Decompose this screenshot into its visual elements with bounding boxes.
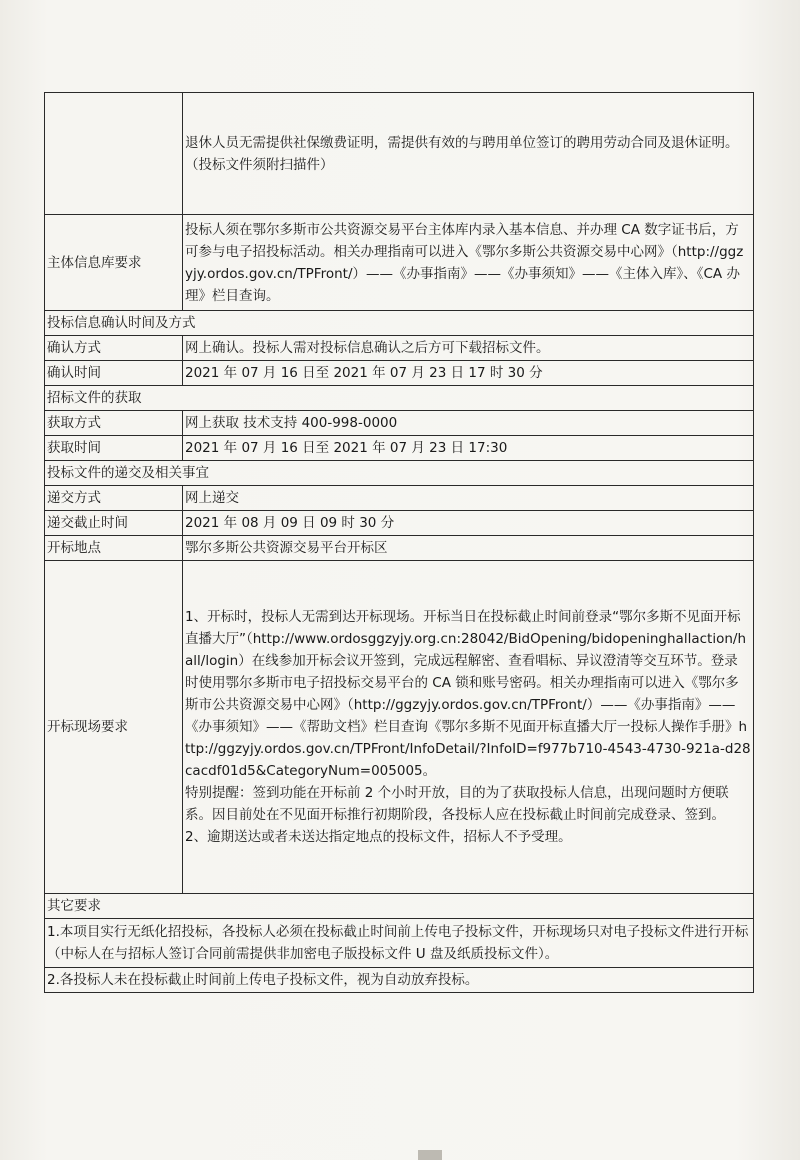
table-row — [45, 436, 754, 461]
section-confirm-heading: 投标信息确认时间及方式 — [45, 311, 754, 336]
obtain-method-value: 网上获取 技术支持 400-998-0000 — [183, 411, 754, 436]
opening-place-value: 鄂尔多斯公共资源交易平台开标区 — [183, 536, 754, 561]
table-row — [45, 968, 754, 993]
opening-site-label: 开标现场要求 — [45, 561, 183, 894]
submit-method-value: 网上递交 — [183, 486, 754, 511]
row-label-retired — [45, 93, 183, 215]
submit-deadline-value: 2021 年 08 月 09 日 09 时 30 分 — [183, 511, 754, 536]
table-row — [45, 336, 754, 361]
section-row — [45, 461, 754, 486]
scan-mark — [418, 1150, 442, 1160]
section-row — [45, 386, 754, 411]
table-row — [45, 93, 754, 215]
other-requirement-2: 2.各投标人未在投标截止时间前上传电子投标文件，视为自动放弃投标。 — [45, 968, 754, 993]
table-row — [45, 919, 754, 968]
table-row — [45, 561, 754, 894]
tender-info-table — [44, 92, 754, 993]
table-row — [45, 511, 754, 536]
obtain-time-value: 2021 年 07 月 16 日至 2021 年 07 月 23 日 17:30 — [183, 436, 754, 461]
submit-deadline-label: 递交截止时间 — [45, 511, 183, 536]
main-db-label: 主体信息库要求 — [45, 215, 183, 311]
table-row — [45, 536, 754, 561]
section-row — [45, 311, 754, 336]
confirm-method-value: 网上确认。投标人需对投标信息确认之后方可下载招标文件。 — [183, 336, 754, 361]
retired-requirement-text: 退休人员无需提供社保缴费证明，需提供有效的与聘用单位签订的聘用劳动合同及退休证明。（投标文件须附扫描件） — [183, 93, 754, 215]
section-obtain-heading: 招标文件的获取 — [45, 386, 754, 411]
confirm-method-label: 确认方式 — [45, 336, 183, 361]
obtain-method-label: 获取方式 — [45, 411, 183, 436]
section-submit-heading: 投标文件的递交及相关事宜 — [45, 461, 754, 486]
opening-place-label: 开标地点 — [45, 536, 183, 561]
opening-site-para-1: 1、开标时，投标人无需到达开标现场。开标当日在投标截止时间前登录“鄂尔多斯不见面开标直播大厅”（http://www.ordosggzyjy.org.cn:28042/BidOpening/bidopeninghallaction/hall/login）在线参加开标会议开签到，完成远程解密、查看唱标、异议澄清等交互环节。登录时使用鄂尔多斯市电子招投标交易平台的 CA 锁和账号密码。相关办理指南可以进入《鄂尔多斯市公共资源交易中心网》（http://ggzyjy.ordos.gov.cn/TPFront/）——《办事指南》——《办事须知》——《帮助文档》栏目查询《鄂尔多斯不见面开标直播大厅一投标人操作手册》http://ggzyjy.ordos.gov.cn/TPFront/InfoDetail/?InfoID=f977b710-4543-4730-921a-d28cacdf01d5&CategoryNum=005005。 — [185, 609, 751, 779]
opening-site-para-3: 2、逾期送达或者未送达指定地点的投标文件，招标人不予受理。 — [185, 829, 572, 845]
confirm-time-value: 2021 年 07 月 16 日至 2021 年 07 月 23 日 17 时 30 分 — [183, 361, 754, 386]
section-other-heading: 其它要求 — [45, 894, 754, 919]
table-row — [45, 361, 754, 386]
opening-site-content — [183, 561, 754, 894]
table-row — [45, 215, 754, 311]
table-row — [45, 411, 754, 436]
other-requirement-1: 1.本项目实行无纸化招投标，各投标人必须在投标截止时间前上传电子投标文件，开标现场只对电子投标文件进行开标（中标人在与招标人签订合同前需提供非加密电子版投标文件 U 盘及纸质投标文件）。 — [45, 919, 754, 968]
confirm-time-label: 确认时间 — [45, 361, 183, 386]
section-row — [45, 894, 754, 919]
table-row — [45, 486, 754, 511]
submit-method-label: 递交方式 — [45, 486, 183, 511]
main-db-text: 投标人须在鄂尔多斯市公共资源交易平台主体库内录入基本信息、并办理 CA 数字证书后，方可参与电子招投标活动。相关办理指南可以进入《鄂尔多斯公共资源交易中心网》（http://ggzyjy.ordos.gov.cn/TPFront/）——《办事指南》——《办事须知》——《主体入库》、《CA 办理》栏目查询。 — [183, 215, 754, 311]
obtain-time-label: 获取时间 — [45, 436, 183, 461]
opening-site-para-2: 特别提醒：签到功能在开标前 2 个小时开放，目的为了获取投标人信息，出现问题时方便联系。因目前处在不见面开标推行初期阶段，各投标人应在投标截止时间前完成登录、签到。 — [185, 785, 729, 823]
